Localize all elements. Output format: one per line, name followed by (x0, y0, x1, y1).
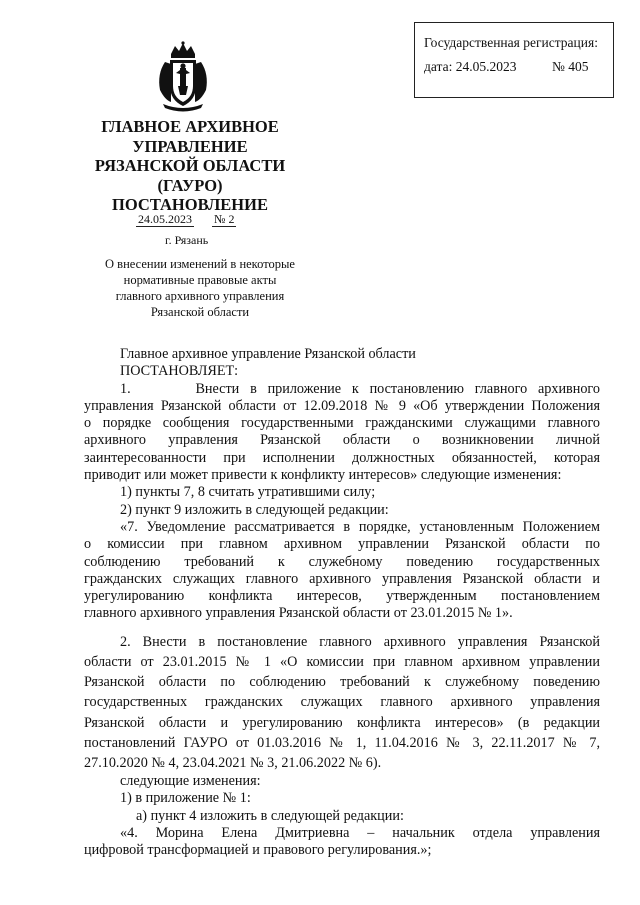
item1-line: архивного управления Рязанской области о возникновении личной (84, 432, 600, 449)
org-title-line: (ГАУРО) (157, 175, 223, 195)
item2-line: 27.10.2020 № 4, 23.04.2021 № 3, 21.06.2022 № 6). (84, 754, 382, 771)
item1-line: приводит или может привести к конфликту интересов» следующие изменения: (84, 467, 562, 484)
subject-line: нормативные правовые акты (123, 273, 277, 287)
quote-line: «4. Морина Елена Дмитриевна – начальник отдела управления (120, 825, 600, 842)
item2-line: Рязанской области и урегулированию конфликта интересов» (в редакции (84, 714, 600, 731)
org-title-line: ГЛАВНОЕ АРХИВНОЕ (101, 117, 279, 136)
document-type: ПОСТАНОВЛЕНИЕ (112, 195, 268, 214)
item1-line: 1. Внести в приложение к постановлению главного архивного (120, 380, 600, 397)
subject-line: О внесении изменений в некоторые (105, 257, 295, 271)
document-city: г. Рязань (165, 233, 209, 247)
item2-subitem-a: а) пункт 4 изложить в следующей редакции: (136, 807, 404, 824)
item1-line: заинтересованности при исполнении должностных обязанностей, которая (84, 449, 600, 466)
document-body (84, 346, 600, 860)
item2-subitem: 1) в приложение № 1: (120, 790, 251, 807)
item1-subitem: 1) пункты 7, 8 считать утратившими силу; (120, 484, 376, 501)
item1-line: о порядке сообщения государственными гражданскими служащими главного (84, 415, 600, 432)
organization-title (80, 117, 300, 215)
item2-line: области от 23.01.2015 № 1 «О комиссии при главном архивном управлении (84, 653, 600, 670)
preamble: Главное архивное управление Рязанской области (120, 346, 416, 362)
registration-stamp (414, 22, 614, 98)
org-title-line: УПРАВЛЕНИЕ (132, 136, 248, 156)
item2-line: Рязанской области по соблюдению требований к служебному поведению (84, 674, 600, 691)
quote-line: урегулированию конфликта интересов, утвержденным постановлением (84, 588, 600, 605)
item2-changes: следующие изменения: (120, 773, 261, 790)
item2-block (84, 632, 600, 773)
registration-date: дата: 24.05.2023 (424, 59, 517, 74)
registration-title: Государственная регистрация: (424, 35, 598, 50)
item2-line: государственных гражданских служащих главного архивного управления (84, 694, 600, 711)
item2-line: постановлений ГАУРО от 01.03.2016 № 1, 11.04.2016 № 3, 22.11.2017 № 7, (84, 734, 600, 751)
quote-line: главного архивного управления Рязанской области от 23.01.2015 № 1». (84, 605, 513, 622)
org-title-line: РЯЗАНСКОЙ ОБЛАСТИ (94, 156, 286, 175)
document-date: 24.05.2023 (138, 212, 192, 226)
quote-line: цифровой трансформацией и правового регулирования.»; (84, 842, 432, 859)
document-subject (100, 256, 300, 320)
ryazan-coat-of-arms-icon (153, 40, 213, 112)
quote-line: гражданских служащих главного архивного управления Рязанской области и (84, 570, 600, 587)
registration-number: № 405 (552, 59, 589, 74)
resolves-heading: ПОСТАНОВЛЯЕТ: (120, 363, 239, 380)
item2-line: 2. Внести в постановление главного архивного управления Рязанской (120, 633, 600, 650)
document-number: № 2 (214, 212, 235, 226)
subject-line: Рязанской области (150, 305, 250, 319)
quote-line: соблюдению требований к служебному поведению государственных (84, 553, 600, 570)
subject-line: главного архивного управления (115, 289, 285, 303)
quote-line: о комиссии при главном архивном управлении Рязанской области по (84, 536, 600, 553)
item1-line: управления Рязанской области от 12.09.2018 № 9 «Об утверждении Положения (84, 397, 600, 414)
item1-subitem: 2) пункт 9 изложить в следующей редакции: (120, 501, 389, 518)
quote-line: «7. Уведомление рассматривается в порядке, установленным Положением (120, 518, 600, 535)
